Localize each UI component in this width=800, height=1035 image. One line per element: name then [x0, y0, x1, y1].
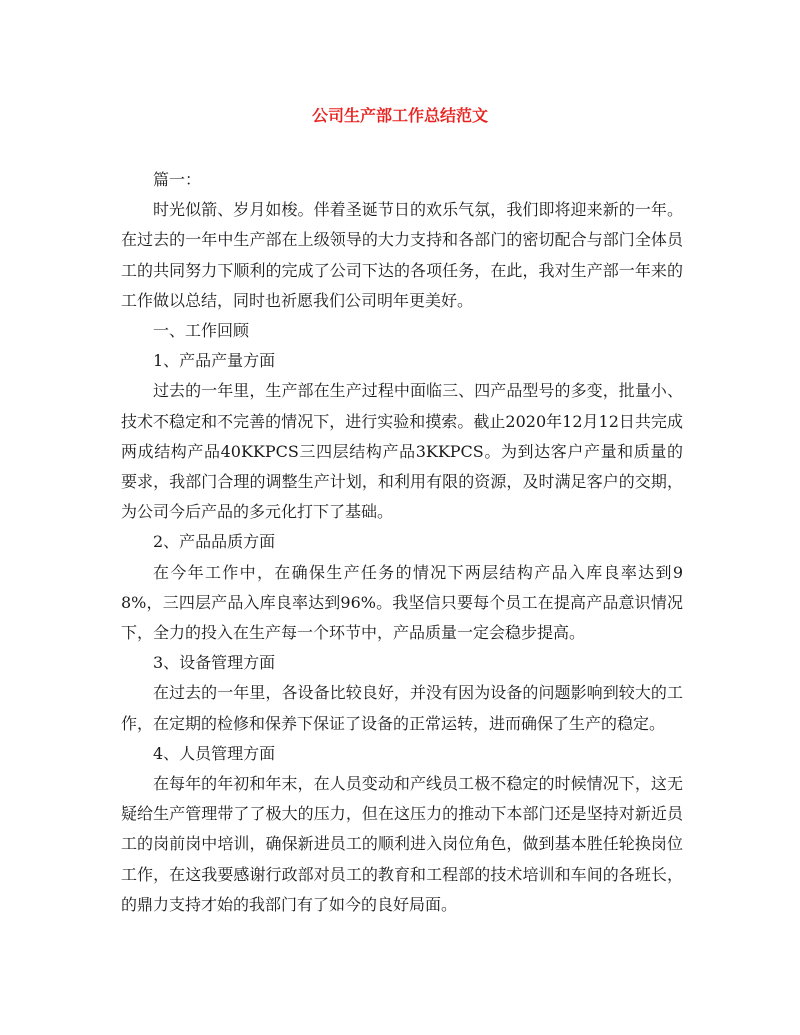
heading-equipment-management: 3、设备管理方面: [153, 653, 276, 673]
heading-personnel-management: 4、人员管理方面: [153, 743, 276, 763]
paragraph-product-output: 过去的一年里，生产部在生产过程中面临三、四产品型号的多变，批量小、技术不稳定和不完善的情况下，进行实验和摸索。截止2020年12月12日共完成两成结构产品40KKPCS三四层结构产品3KKPCS。为到达客户产量和质量的要求，我部门合理的调整生产计划，和利用有限的资源，及时满足客户的交期，为公司今后产品的多元化打下了基础。: [121, 381, 683, 522]
document-title: 公司生产部工作总结范文: [311, 106, 488, 125]
heading-product-output: 1、产品产量方面: [153, 351, 276, 371]
heading-work-review: 一、工作回顾: [153, 321, 250, 341]
heading-product-quality: 2、产品品质方面: [153, 532, 276, 552]
paragraph-intro: 时光似箭、岁月如梭。伴着圣诞节日的欢乐气氛，我们即将迎来新的一年。在过去的一年中生产部在上级领导的大力支持和各部门的密切配合与部门全体员工的共同努力下顺利的完成了公司下达的各项任务，在此，我对生产部一年来的工作做以总结，同时也祈愿我们公司明年更美好。: [121, 200, 683, 310]
document-body: [121, 165, 683, 920]
paragraph-personnel-management: 在每年的年初和年末，在人员变动和产线员工极不稳定的时候情况下，这无疑给生产管理带了了极大的压力，但在这压力的推动下本部门还是坚持对新近员工的岗前岗中培训，确保新进员工的顺利进入岗位角色，做到基本胜任轮换岗位工作，在这我要感谢行政部对员工的教育和工程部的技术培训和车间的各班长，的鼎力支持才始的我部门有了如今的良好局面。: [121, 774, 683, 914]
paragraph-product-quality: 在今年工作中，在确保生产任务的情况下两层结构产品入库良率达到98%，三四层产品入库良率达到96%。我坚信只要每个员工在提高产品意识情况下，全力的投入在生产每一个环节中，产品质量一定会稳步提高。: [121, 562, 683, 643]
paragraph-section-label: 篇一：: [153, 170, 202, 189]
paragraph-equipment-management: 在过去的一年里，各设备比较良好，并没有因为设备的问题影响到较大的工作，在定期的检修和保养下保证了设备的正常运转，进而确保了生产的稳定。: [121, 683, 683, 733]
